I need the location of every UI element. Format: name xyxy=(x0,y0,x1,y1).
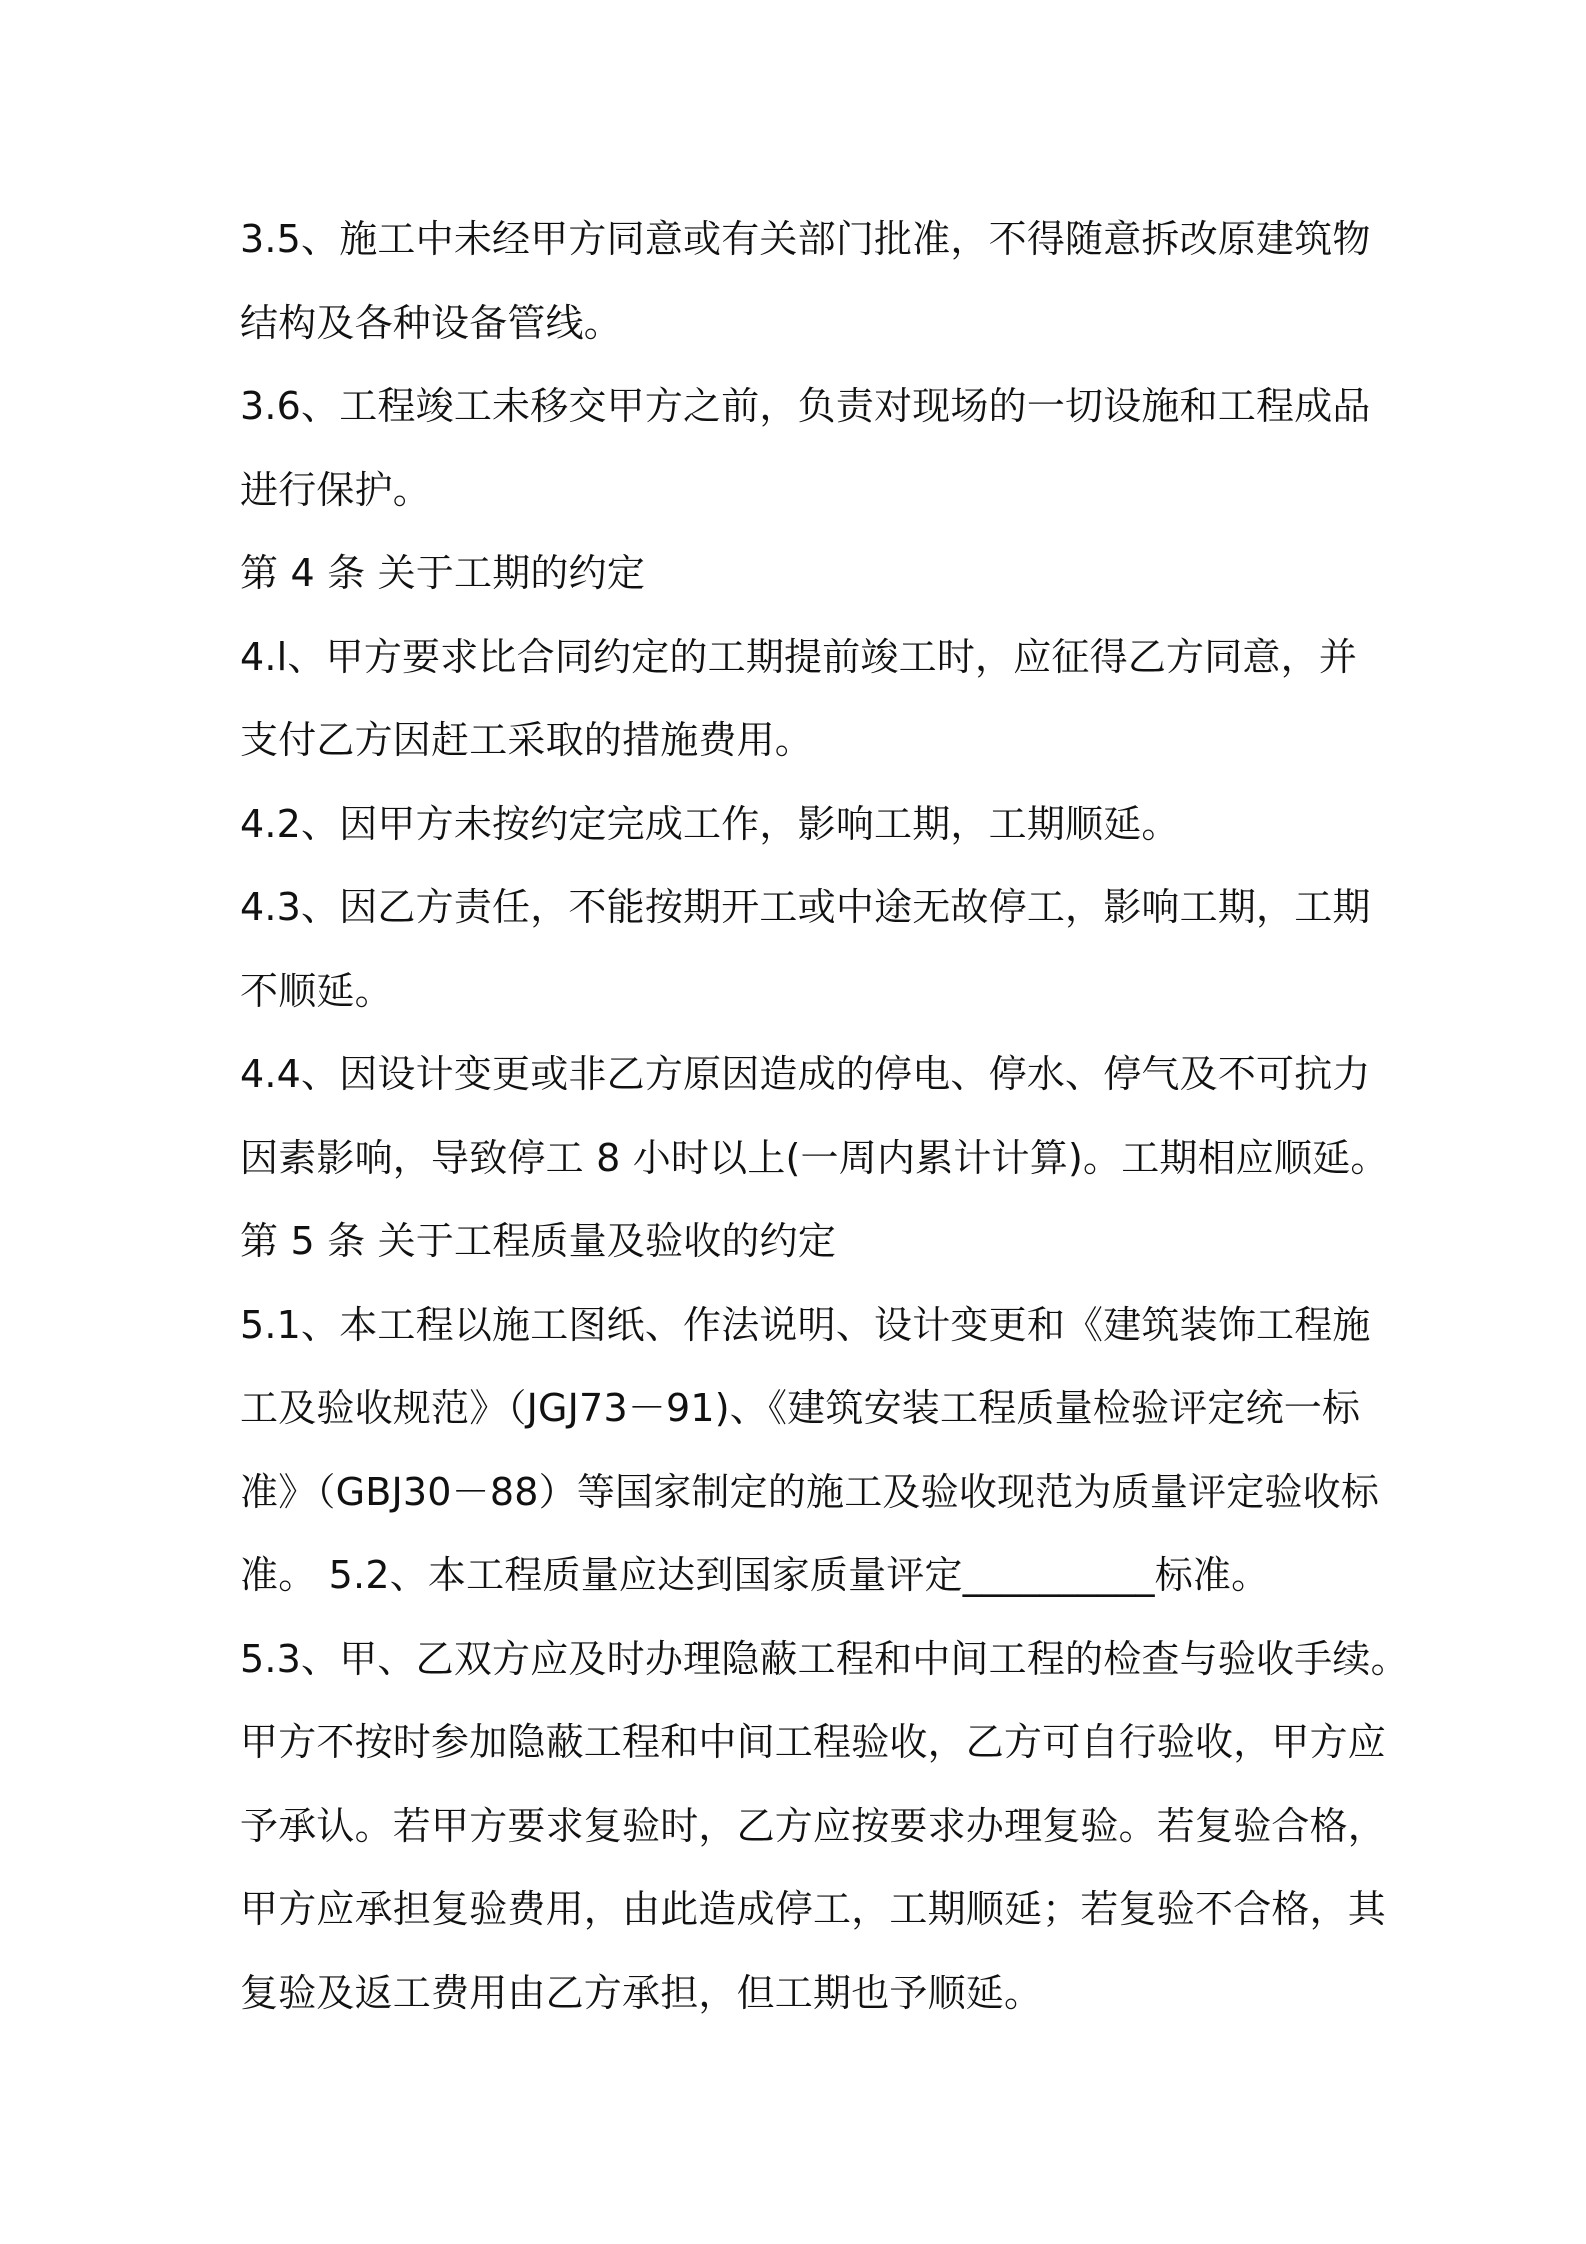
section-heading-5: 第 5 条 关于工程质量及验收的约定 xyxy=(240,1219,837,1263)
text-line-18: 5.3、甲、乙双方应及时办理隐蔽工程和中间工程的检查与验收手续。 xyxy=(240,1636,1409,1681)
text-line-17: 准。 5.2、本工程质量应达到国家质量评定__________标准。 xyxy=(240,1553,1270,1597)
text-line-21: 甲方应承担复验费用，由此造成停工，工期顺延；若复验不合格，其 xyxy=(240,1887,1387,1931)
text-line-2: 结构及各种设备管线。 xyxy=(240,300,623,345)
text-line-14: 5.1、本工程以施工图纸、作法说明、设计变更和《建筑装饰工程施 xyxy=(240,1302,1371,1347)
text-line-11: 4.4、因设计变更或非乙方原因造成的停电、停水、停气及不可抗力 xyxy=(240,1052,1371,1096)
text-line-3: 3.6、工程竣工未移交甲方之前，负责对现场的一切设施和工程成品 xyxy=(240,384,1371,428)
text-line-15: 工及验收规范》（JGJ73－91)、《建筑安装工程质量检验评定统一标 xyxy=(240,1386,1361,1430)
text-line-19: 甲方不按时参加隐蔽工程和中间工程验收，乙方可自行验收，甲方应 xyxy=(240,1720,1387,1764)
text-line-4: 进行保护。 xyxy=(240,467,432,512)
text-line-12: 因素影响，导致停工 8 小时以上(一周内累计计算)。工期相应顺延。 xyxy=(240,1135,1389,1180)
document-body xyxy=(240,198,1409,2035)
text-line-20: 予承认。若甲方要求复验时，乙方应按要求办理复验。若复验合格， xyxy=(240,1803,1387,1848)
text-line-1: 3.5、施工中未经甲方同意或有关部门批准，不得随意拆改原建筑物 xyxy=(240,217,1371,261)
text-line-22: 复验及返工费用由乙方承担，但工期也予顺延。 xyxy=(240,1970,1043,2015)
text-line-7: 支付乙方因赶工采取的措施费用。 xyxy=(240,718,814,762)
text-line-16: 准》（GBJ30－88）等国家制定的施工及验收现范为质量评定验收标 xyxy=(240,1469,1380,1514)
text-line-6: 4.l、甲方要求比合同约定的工期提前竣工时，应征得乙方同意，并 xyxy=(240,634,1358,679)
section-heading-4: 第 4 条 关于工期的约定 xyxy=(240,551,646,595)
text-line-9: 4.3、因乙方责任，不能按期开工或中途无故停工，影响工期，工期 xyxy=(240,885,1371,929)
text-line-10: 不顺延。 xyxy=(240,968,393,1013)
text-line-8: 4.2、因甲方未按约定完成工作，影响工期，工期顺延。 xyxy=(240,801,1180,846)
